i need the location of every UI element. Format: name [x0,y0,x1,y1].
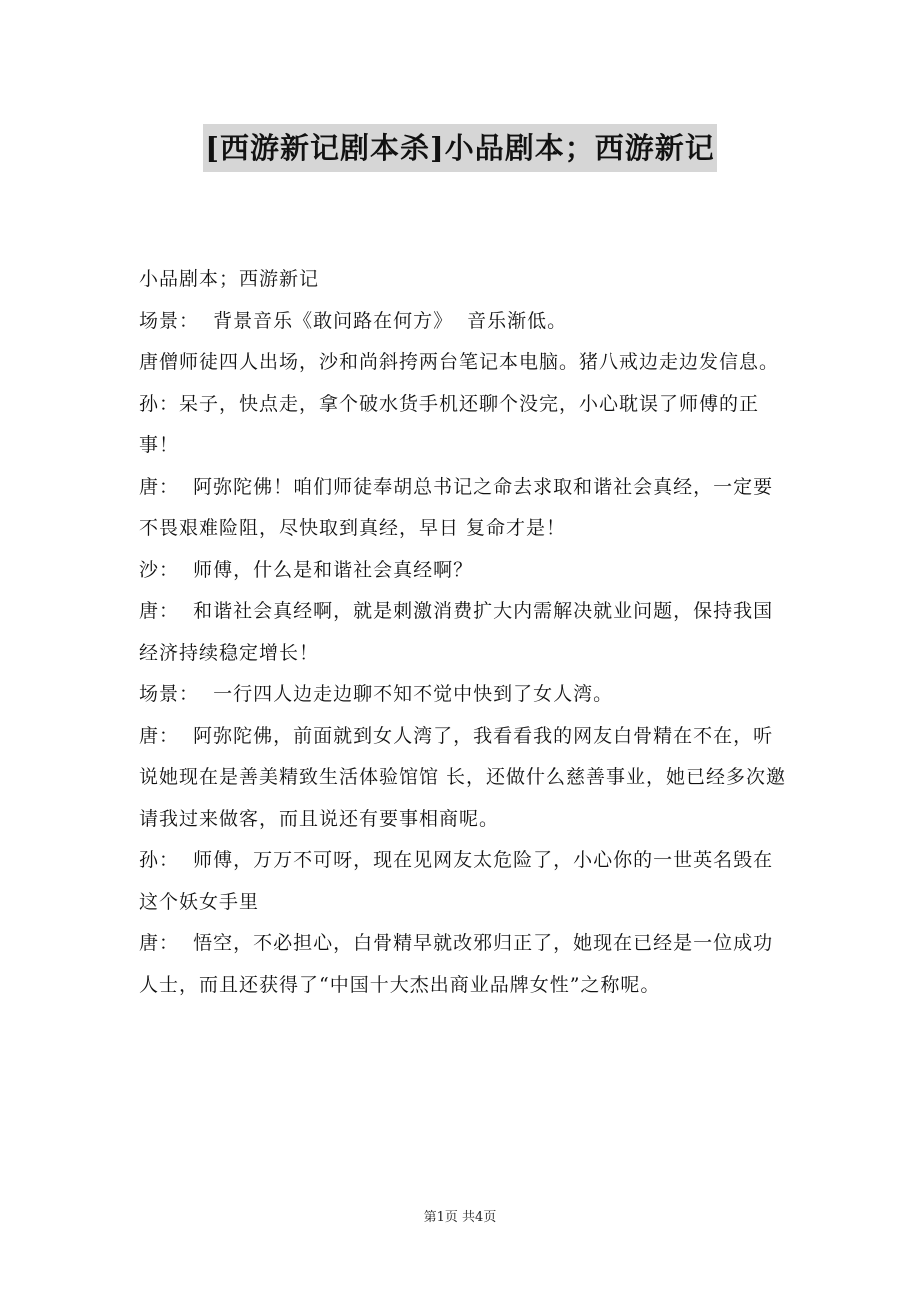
paragraph: 场景： 一行四人边走边聊不知不觉中快到了女人湾。 [139,683,614,705]
paragraph: 唐： 和谐社会真经啊，就是刺激消费扩大内需解决就业问题，保持我国经济持续稳定增长！ [139,600,774,664]
paragraph: 孙：呆子，快点走，拿个破水货手机还聊个没完，小心耽误了师傅的正事！ [139,392,760,456]
paragraph: 唐僧师徒四人出场，沙和尚斜挎两台笔记本电脑。猪八戒边走边发信息。 [139,351,780,373]
paragraph: 唐： 悟空，不必担心，白骨精早就改邪归正了，她现在已经是一位成功人士，而且还获得了“中国十大杰出商业品牌女性”之称呢。 [139,932,774,996]
paragraph: 唐： 阿弥陀佛，前面就到女人湾了，我看看我的网友白骨精在不在，听说她现在是善美精致生活体验馆馆 长，还做什么慈善事业，她已经多次邀请我过来做客，而且说还有要事相商呢。 [139,724,787,830]
paragraph: 孙： 师傅，万万不可呀，现在见网友太危险了，小心你的一世英名毁在这个妖女手里 [139,849,774,913]
document-title: [西游新记剧本杀]小品剧本；西游新记 [203,124,716,172]
paragraph: 场景： 背景音乐《敢问路在何方》 音乐渐低。 [139,309,568,332]
paragraph: 沙： 师傅，什么是和谐社会真经啊？ [139,558,474,581]
paragraph: 小品剧本；西游新记 [139,268,320,290]
paragraph: 唐： 阿弥陀佛！咱们师徒奉胡总书记之命去求取和谐社会真经，一定要不畏艰难险阻，尽快取到真经，早日 复命才是！ [139,475,774,539]
page-footer: 第1页 共4页 [423,1210,497,1225]
document-body [139,259,789,1006]
title-container [0,124,920,172]
